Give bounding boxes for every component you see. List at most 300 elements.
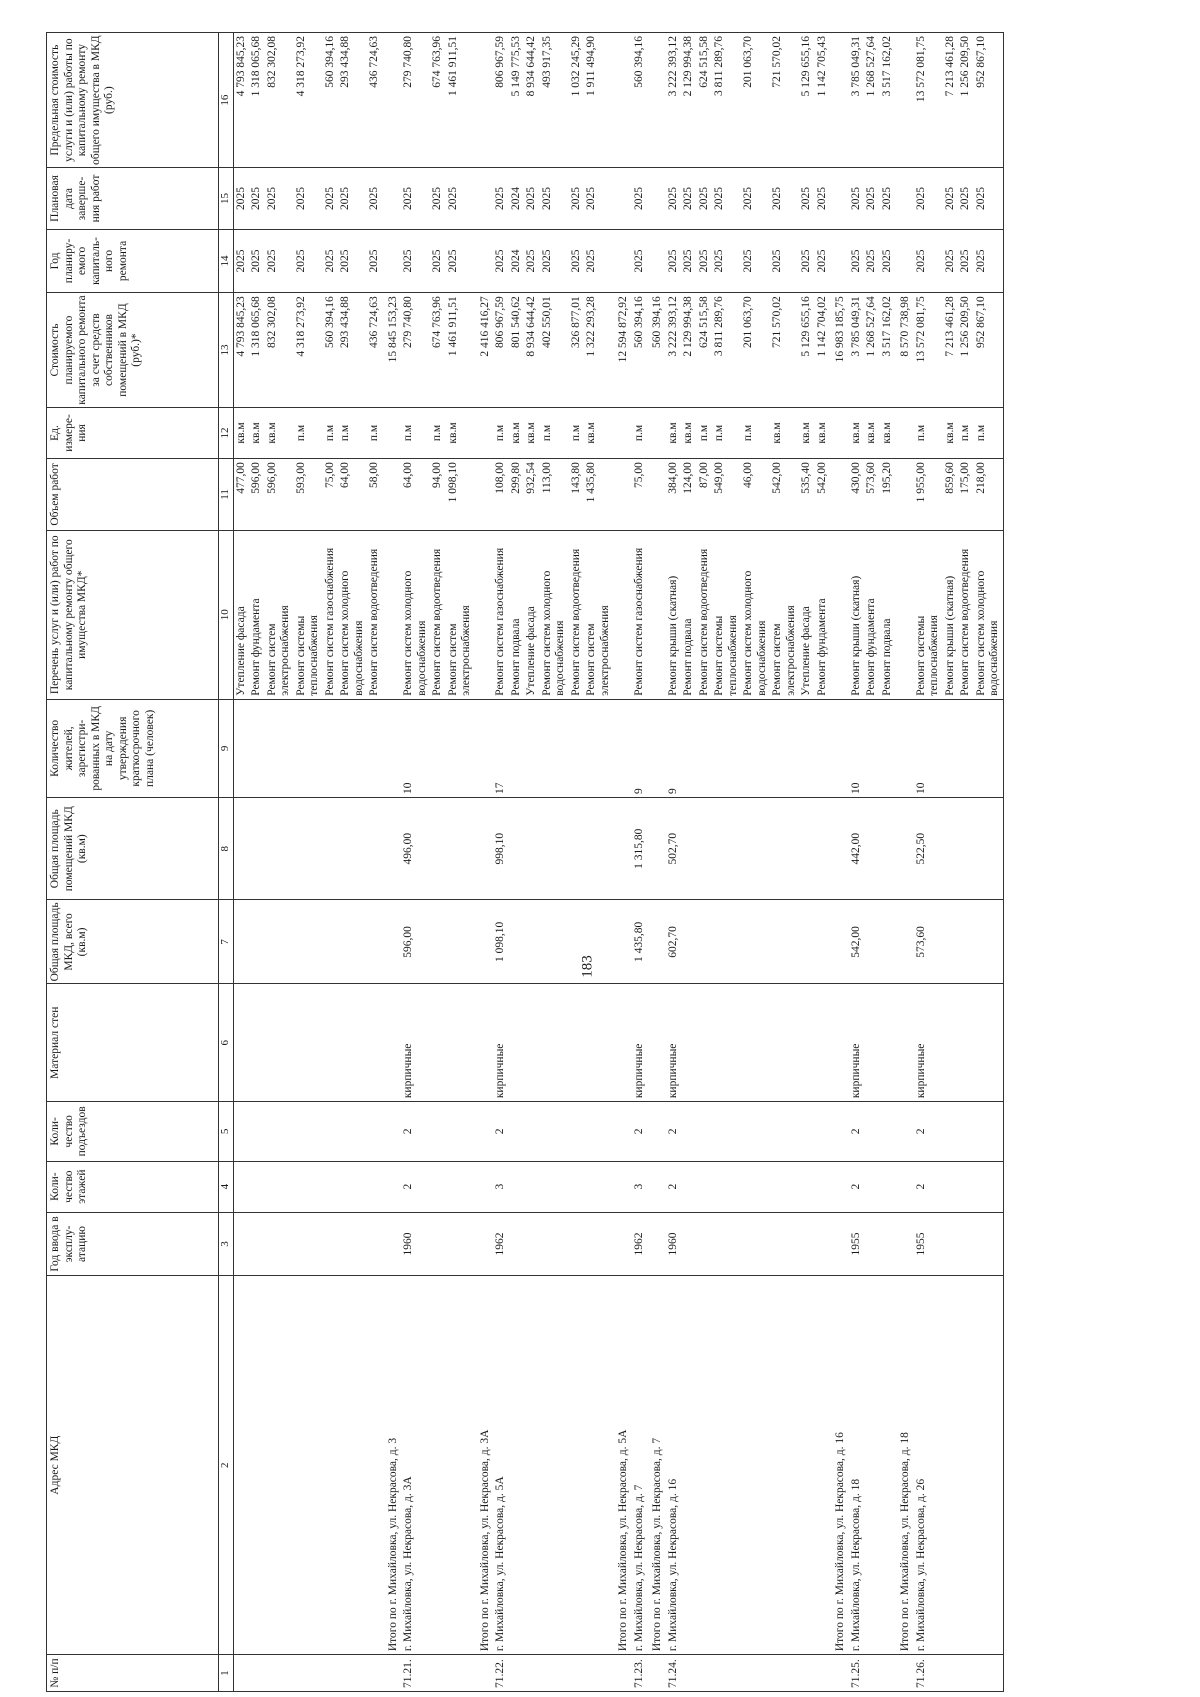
work-end-date: 2025 [233,168,249,229]
year-built: 1960 [401,1212,430,1275]
work-year: 2024 [509,229,525,292]
empty-cell [647,530,666,699]
empty-cell [815,1276,831,1655]
column-header: Адрес МКД [47,1276,219,1655]
work-row [509,33,525,1692]
year-built: 1960 [666,1212,682,1275]
work-end-date: 2025 [815,168,831,229]
work-name: Ремонт систем водоотведения [569,530,585,699]
work-name: Ремонт систем электроснабжения [584,530,613,699]
empty-cell [383,33,402,168]
work-name: Ремонт подвала [509,530,525,699]
work-limit-cost: 832 302,08 [265,33,294,168]
column-header: Количество жителей, зарегистри-рованных в МКД на дату утверждения краткосрочного плана (человек) [47,699,219,797]
empty-cell [681,1276,697,1655]
empty-cell [569,900,585,984]
work-limit-cost: 3 785 049,31 [849,33,865,168]
empty-cell [770,1655,799,1692]
column-number: 6 [219,984,234,1102]
total-label: Итого по г. Михайловка, ул. Некрасова, д. 16 [830,1276,849,1655]
work-limit-cost: 4 793 845,23 [233,33,249,168]
empty-cell [770,699,799,797]
empty-cell [943,900,959,984]
empty-cell [741,1102,770,1161]
work-cost: 4 793 845,23 [233,293,249,408]
empty-cell [569,1655,585,1692]
work-volume: 596,00 [265,459,294,531]
empty-cell [864,984,880,1102]
work-year: 2025 [524,229,540,292]
work-year: 2025 [249,229,265,292]
work-end-date: 2025 [958,168,974,229]
empty-cell [475,1655,494,1692]
work-name: Ремонт фундамента [249,530,265,699]
empty-cell [383,229,402,292]
total-label: Итого по г. Михайловка, ул. Некрасова, д. 3А [475,1276,494,1655]
total-label: Итого по г. Михайловка, ул. Некрасова, д. 7 [647,1276,666,1655]
work-end-date: 2025 [569,168,585,229]
work-name: Ремонт систем электроснабжения [265,530,294,699]
empty-cell [741,1655,770,1692]
empty-cell [647,459,666,531]
work-end-date: 2025 [446,168,475,229]
work-end-date: 2025 [401,168,430,229]
work-cost: 832 302,08 [265,293,294,408]
empty-cell [830,1655,849,1692]
empty-cell [569,798,585,900]
column-header: Год планиру-емого капиталь-ного ремонта [47,229,219,292]
work-limit-cost: 721 570,02 [770,33,799,168]
year-built: 1962 [493,1212,509,1275]
work-cost: 3 811 289,76 [712,293,741,408]
empty-cell [974,1102,1004,1161]
empty-cell [249,798,265,900]
empty-cell [430,1655,446,1692]
empty-cell [895,407,914,458]
work-cost: 952 867,10 [974,293,1004,408]
empty-cell [383,530,402,699]
empty-cell [265,1161,294,1212]
empty-cell [383,699,402,797]
empty-cell [540,900,569,984]
empty-cell [613,168,632,229]
work-name: Утепление фасада [799,530,815,699]
work-cost: 674 763,96 [430,293,446,408]
work-year: 2025 [712,229,741,292]
work-name: Утепление фасада [524,530,540,699]
work-unit: кв.м [509,407,525,458]
work-limit-cost: 293 434,88 [338,33,367,168]
work-unit: кв.м [666,407,682,458]
empty-cell [323,1212,339,1275]
empty-cell [613,33,632,168]
empty-cell [265,984,294,1102]
column-number: 16 [219,33,234,168]
empty-cell [958,984,974,1102]
empty-cell [697,900,713,984]
column-number: 15 [219,168,234,229]
work-unit: кв.м [249,407,265,458]
empty-cell [249,1161,265,1212]
total-row [830,33,849,1692]
work-limit-cost: 1 318 065,68 [249,33,265,168]
row-number: 71.21. [401,1655,430,1692]
work-cost: 402 550,01 [540,293,569,408]
empty-cell [712,1161,741,1212]
work-name: Ремонт систем водоотведения [958,530,974,699]
table-header [47,33,234,1692]
work-row [524,33,540,1692]
work-row [943,33,959,1692]
work-name: Ремонт крыши (скатная) [666,530,682,699]
work-volume: 1 098,10 [446,459,475,531]
work-unit: кв.м [265,407,294,458]
empty-cell [712,900,741,984]
work-end-date: 2025 [367,168,383,229]
empty-cell [323,1655,339,1692]
work-year: 2025 [770,229,799,292]
work-row [584,33,613,1692]
work-limit-cost: 7 213 461,28 [943,33,959,168]
empty-cell [367,1212,383,1275]
work-unit: кв.м [584,407,613,458]
empty-cell [681,1102,697,1161]
empty-cell [294,900,323,984]
work-name: Ремонт систем холодного водоснабжения [338,530,367,699]
empty-cell [475,1102,494,1161]
work-end-date: 2025 [540,168,569,229]
work-year: 2025 [430,229,446,292]
empty-cell [338,699,367,797]
total-area: 1 098,10 [493,900,509,984]
work-cost: 5 129 655,16 [799,293,815,408]
work-name: Ремонт систем водоотведения [697,530,713,699]
work-cost: 721 570,02 [770,293,799,408]
total-area: 1 435,80 [632,900,648,984]
entrances: 2 [914,1102,943,1161]
empty-cell [958,1276,974,1655]
empty-cell [974,1276,1004,1655]
work-unit: п.м [430,407,446,458]
empty-cell [540,1655,569,1692]
empty-cell [613,900,632,984]
empty-cell [540,1161,569,1212]
work-cost: 3 222 393,12 [666,293,682,408]
work-name: Ремонт систем холодного водоснабжения [401,530,430,699]
empty-cell [569,1102,585,1161]
empty-cell [741,699,770,797]
work-row [323,33,339,1692]
total-row [475,33,494,1692]
work-end-date: 2025 [294,168,323,229]
work-name: Ремонт системы теплоснабжения [712,530,741,699]
work-volume: 596,00 [249,459,265,531]
work-volume: 542,00 [770,459,799,531]
empty-cell [697,984,713,1102]
empty-cell [569,699,585,797]
work-year: 2025 [493,229,509,292]
empty-cell [294,984,323,1102]
empty-cell [294,1102,323,1161]
work-row [338,33,367,1692]
floors: 2 [914,1161,943,1212]
empty-cell [895,1102,914,1161]
empty-cell [799,798,815,900]
empty-cell [712,699,741,797]
work-volume: 124,00 [681,459,697,531]
empty-cell [233,1102,249,1161]
empty-cell [233,1161,249,1212]
empty-cell [815,798,831,900]
wall-material: кирпичные [401,984,430,1102]
empty-cell [895,699,914,797]
work-row [741,33,770,1692]
work-volume: 430,00 [849,459,865,531]
empty-cell [895,900,914,984]
empty-cell [647,33,666,168]
empty-cell [338,1276,367,1655]
empty-cell [613,530,632,699]
work-year: 2025 [974,229,1004,292]
empty-cell [770,1212,799,1275]
work-name: Ремонт систем электроснабжения [446,530,475,699]
empty-cell [799,1655,815,1692]
empty-cell [265,1655,294,1692]
empty-cell [864,1161,880,1212]
work-end-date: 2025 [632,168,648,229]
work-volume: 573,60 [864,459,880,531]
row-number: 71.25. [849,1655,865,1692]
row-number: 71.22. [493,1655,509,1692]
empty-cell [430,1102,446,1161]
work-row [681,33,697,1692]
work-name: Ремонт системы теплоснабжения [914,530,943,699]
work-unit: п.м [569,407,585,458]
empty-cell [613,229,632,292]
work-end-date: 2025 [249,168,265,229]
work-row [815,33,831,1692]
empty-cell [697,1655,713,1692]
total-area: 573,60 [914,900,943,984]
work-limit-cost: 1 032 245,29 [569,33,585,168]
work-unit: п.м [974,407,1004,458]
address: г. Михайловка, ул. Некрасова, д. 16 [666,1276,682,1655]
work-end-date: 2025 [943,168,959,229]
work-cost: 624 515,58 [697,293,713,408]
empty-cell [475,1212,494,1275]
empty-cell [265,1276,294,1655]
column-header: Коли-чество этажей [47,1161,219,1212]
empty-cell [475,798,494,900]
empty-cell [446,1212,475,1275]
empty-cell [647,699,666,797]
empty-cell [367,1161,383,1212]
empty-cell [584,1655,613,1692]
empty-cell [697,1212,713,1275]
work-year: 2025 [880,229,896,292]
empty-cell [233,1276,249,1655]
work-name: Ремонт систем электроснабжения [770,530,799,699]
empty-cell [770,900,799,984]
empty-cell [367,1102,383,1161]
work-unit: п.м [958,407,974,458]
empty-cell [446,1161,475,1212]
empty-cell [799,699,815,797]
empty-cell [830,900,849,984]
work-unit: п.м [914,407,943,458]
column-number: 10 [219,530,234,699]
work-year: 2025 [864,229,880,292]
work-row [249,33,265,1692]
work-year: 2025 [569,229,585,292]
empty-cell [323,798,339,900]
work-end-date: 2025 [681,168,697,229]
empty-cell [647,984,666,1102]
total-cost: 12 594 872,92 [613,293,632,408]
work-volume: 75,00 [323,459,339,531]
empty-cell [974,1212,1004,1275]
column-header: Коли-чество подъездов [47,1102,219,1161]
empty-cell [974,984,1004,1102]
column-header: Общая площадь МКД, всего (кв.м) [47,900,219,984]
address: г. Михайловка, ул. Некрасова, д. 18 [849,1276,865,1655]
entrances: 2 [849,1102,865,1161]
empty-cell [895,530,914,699]
empty-cell [383,459,402,531]
work-name: Ремонт систем газоснабжения [493,530,509,699]
empty-cell [367,900,383,984]
work-end-date: 2025 [493,168,509,229]
work-cost: 8 934 644,42 [524,293,540,408]
work-cost: 806 967,59 [493,293,509,408]
work-unit: кв.м [864,407,880,458]
empty-cell [895,229,914,292]
total-row [613,33,632,1692]
work-end-date: 2025 [666,168,682,229]
work-row [697,33,713,1692]
work-volume: 542,00 [815,459,831,531]
empty-cell [712,1276,741,1655]
row-number: 71.23. [632,1655,648,1692]
empty-cell [446,798,475,900]
rotated-page [46,32,1186,1692]
work-row [974,33,1004,1692]
column-header: Материал стен [47,984,219,1102]
work-limit-cost: 560 394,16 [323,33,339,168]
empty-cell [770,798,799,900]
empty-cell [613,1161,632,1212]
work-unit: кв.м [849,407,865,458]
work-cost: 436 724,63 [367,293,383,408]
empty-cell [540,798,569,900]
work-cost: 293 434,88 [338,293,367,408]
premises-area: 522,50 [914,798,943,900]
work-cost: 1 322 293,28 [584,293,613,408]
work-volume: 477,00 [233,459,249,531]
empty-cell [864,1102,880,1161]
work-end-date: 2025 [584,168,613,229]
work-unit: кв.м [233,407,249,458]
total-label: Итого по г. Михайловка, ул. Некрасова, д. 18 [895,1276,914,1655]
residents: 10 [849,699,865,797]
work-limit-cost: 952 867,10 [974,33,1004,168]
address: г. Михайловка, ул. Некрасова, д. 7 [632,1276,648,1655]
work-limit-cost: 3 222 393,12 [666,33,682,168]
empty-cell [323,1161,339,1212]
year-built: 1955 [914,1212,943,1275]
empty-cell [958,1655,974,1692]
work-end-date: 2025 [265,168,294,229]
empty-cell [697,1276,713,1655]
empty-cell [647,168,666,229]
work-end-date: 2025 [770,168,799,229]
work-name: Ремонт систем водоотведения [367,530,383,699]
empty-cell [799,1276,815,1655]
work-year: 2025 [446,229,475,292]
empty-cell [830,407,849,458]
empty-cell [338,1212,367,1275]
column-header: Стоимость планируемого капитального ремонта за счет средств собственников помещений в МКД (руб.)* [47,293,219,408]
empty-cell [475,168,494,229]
work-unit: п.м [697,407,713,458]
work-unit: п.м [338,407,367,458]
empty-cell [430,798,446,900]
empty-cell [864,900,880,984]
empty-cell [895,1161,914,1212]
empty-cell [475,900,494,984]
empty-cell [943,1102,959,1161]
empty-cell [880,1212,896,1275]
work-cost: 1 256 209,50 [958,293,974,408]
empty-cell [446,1276,475,1655]
empty-cell [524,798,540,900]
column-number: 1 [219,1655,234,1692]
work-cost: 4 318 273,92 [294,293,323,408]
work-row [569,33,585,1692]
work-unit: п.м [493,407,509,458]
work-volume: 46,00 [741,459,770,531]
work-volume: 113,00 [540,459,569,531]
work-unit: п.м [367,407,383,458]
empty-cell [524,984,540,1102]
work-volume: 64,00 [401,459,430,531]
empty-cell [446,699,475,797]
empty-cell [323,984,339,1102]
page-number: 183 [579,955,596,978]
work-unit: кв.м [799,407,815,458]
column-number: 4 [219,1161,234,1212]
work-year: 2025 [666,229,682,292]
empty-cell [613,1655,632,1692]
empty-cell [830,1161,849,1212]
empty-cell [584,699,613,797]
empty-cell [880,798,896,900]
work-name: Утепление фасада [233,530,249,699]
empty-cell [830,459,849,531]
work-volume: 859,60 [943,459,959,531]
empty-cell [830,168,849,229]
work-limit-cost: 4 318 273,92 [294,33,323,168]
floors: 3 [493,1161,509,1212]
empty-cell [509,798,525,900]
empty-cell [584,1102,613,1161]
empty-cell [830,530,849,699]
work-year: 2025 [943,229,959,292]
work-unit: кв.м [446,407,475,458]
empty-cell [974,1655,1004,1692]
work-limit-cost: 279 740,80 [401,33,430,168]
empty-cell [233,1212,249,1275]
